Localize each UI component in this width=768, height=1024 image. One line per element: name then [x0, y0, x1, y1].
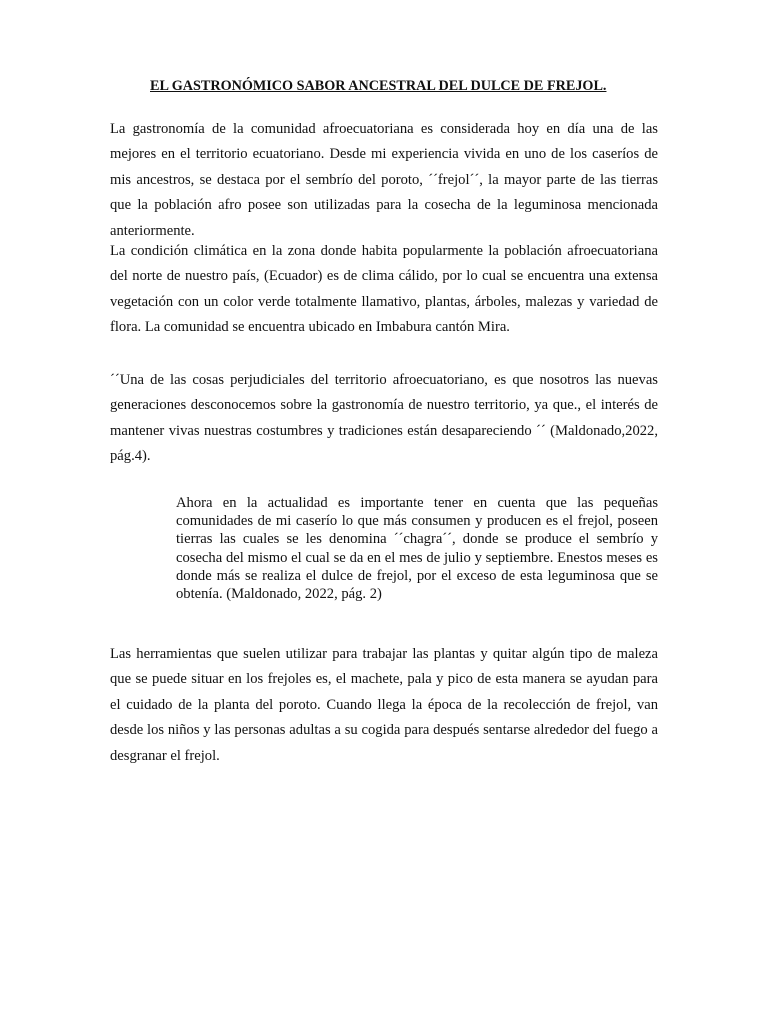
- document-title: EL GASTRONÓMICO SABOR ANCESTRAL DEL DULCE DE FREJOL.: [150, 78, 607, 94]
- paragraph-tools: Las herramientas que suelen utilizar para trabajar las plantas y quitar algún tipo de maleza que se puede situar en los frejoles es, el machete, pala y pico de esta manera se ayudan para el cuidado de la planta del poroto. Cuando llega la época de la recolección de frejol, van desde los niños y las personas adultas a su cogida para después sentarse alrededor del fuego a desgranar el frejol.: [110, 646, 658, 764]
- paragraph-intro: La gastronomía de la comunidad afroecuatoriana es considerada hoy en día una de las mejores en el territorio ecuatoriano. Desde mi experiencia vivida en uno de los caseríos de mis ancestros, se destaca por el sembrío del poroto, ´´frejol´´, la mayor parte de las tierras que la población afro posee son utilizadas para la cosecha de la leguminosa mencionada anteriormente.: [110, 121, 658, 239]
- paragraph-citation: ´´Una de las cosas perjudiciales del territorio afroecuatoriano, es que nosotros las nuevas generaciones desconocemos sobre la gastronomía de nuestro territorio, ya que., el interés de mantener vivas nuestras costumbres y tradiciones están desapareciendo ´´ (Maldonado,2022, pág.4).: [110, 372, 658, 465]
- block-quote: Ahora en la actualidad es importante tener en cuenta que las pequeñas comunidades de mi caserío lo que más consumen y producen es el frejol, poseen tierras las cuales se les denomina ´´chagra´´, donde se produce el sembrío y cosecha del mismo el cual se da en el mes de julio y septiembre. Enestos meses es donde más se realiza el dulce de frejol, por el exceso de esta leguminosa que se obtenía. (Maldonado, 2022, pág. 2): [176, 495, 658, 603]
- paragraph-climate: La condición climática en la zona donde habita popularmente la población afroecuatoriana del norte de nuestro país, (Ecuador) es de clima cálido, por lo cual se encuentra una extensa vegetación con un color verde totalmente llamativo, plantas, árboles, malezas y variedad de flora. La comunidad se encuentra ubicado en Imbabura cantón Mira.: [110, 243, 658, 336]
